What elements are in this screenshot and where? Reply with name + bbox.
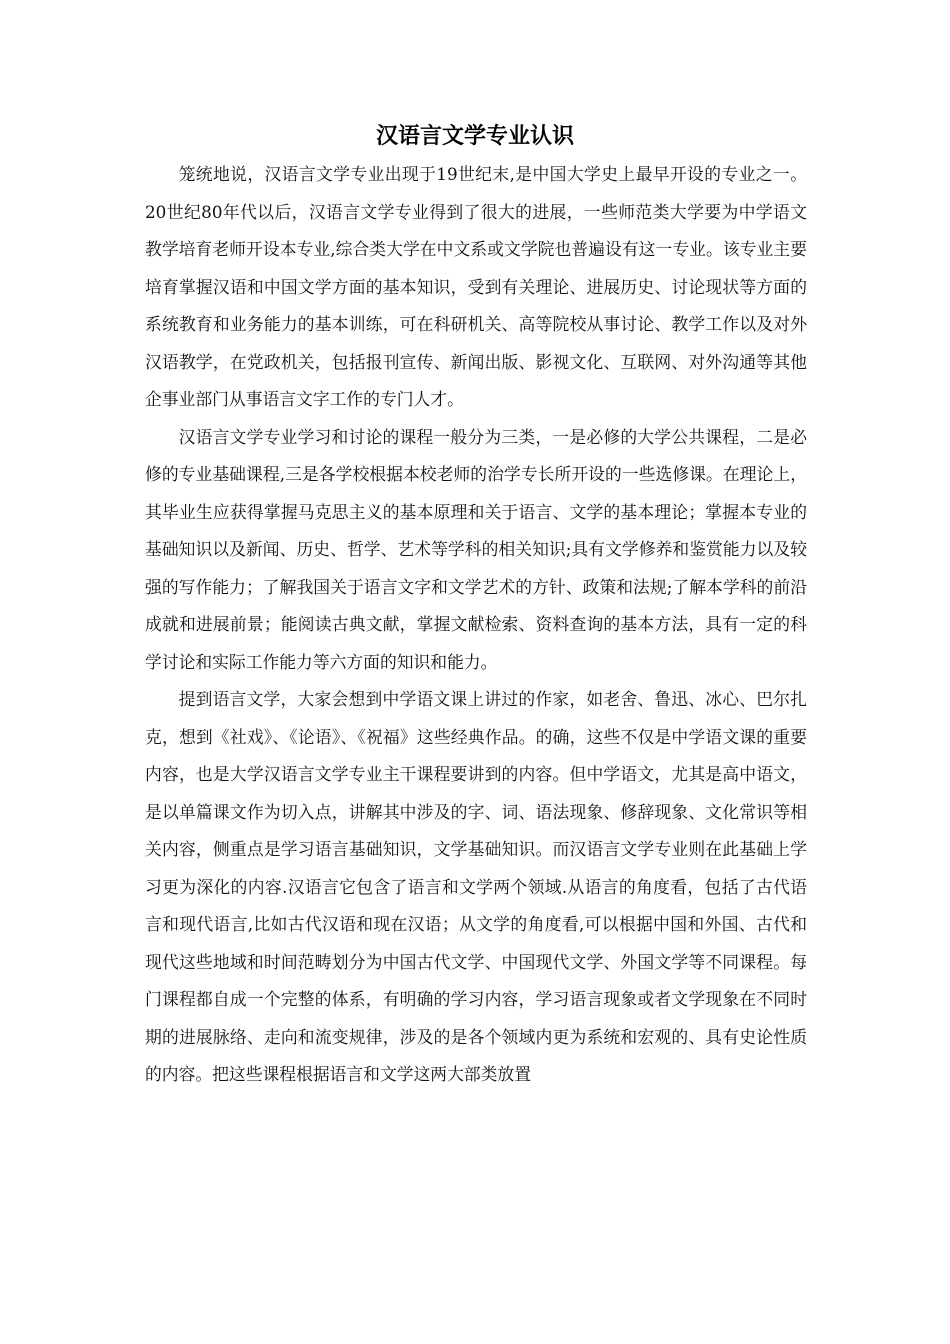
document-title: 汉语言文学专业认识: [375, 123, 574, 149]
document-body: [145, 156, 807, 1094]
paragraph-2: 汉语言文学专业学习和讨论的课程一般分为三类，一是必修的大学公共课程，二是必修的专业基础课程,三是各学校根据本校老师的治学专长所开设的一些选修课。在理论上，其毕业生应获得掌握马克思主义的基本原理和关于语言、文学的基本理论；掌握本专业的基础知识以及新闻、历史、哲学、艺术等学科的相关知识;具有文学修养和鉴赏能力以及较强的写作能力；了解我国关于语言文字和文学艺术的方针、政策和法规;了解本学科的前沿成就和进展前景；能阅读古典文献，掌握文献检索、资料查询的基本方法，具有一定的科学讨论和实际工作能力等六方面的知识和能力。: [145, 426, 807, 672]
paragraph-3: 提到语言文学，大家会想到中学语文课上讲过的作家，如老舍、鲁迅、冰心、巴尔扎克，想到《社戏》、《论语》、《祝福》这些经典作品。的确，这些不仅是中学语文课的重要内容，也是大学汉语言文学专业主干课程要讲到的内容。但中学语文，尤其是高中语文，是以单篇课文作为切入点，讲解其中涉及的字、词、语法现象、修辞现象、文化常识等相关内容，侧重点是学习语言基础知识，文学基础知识。而汉语言文学专业则在此基础上学习更为深化的内容.汉语言它包含了语言和文学两个领域.从语言的角度看，包括了古代语言和现代语言,比如古代汉语和现在汉语；从文学的角度看,可以根据中国和外国、古代和现代这些地域和时间范畴划分为中国古代文学、中国现代文学、外国文学等不同课程。每门课程都自成一个完整的体系，有明确的学习内容，学习语言现象或者文学现象在不同时期的进展脉络、走向和流变规律，涉及的是各个领域内更为系统和宏观的、具有史论性质的内容。把这些课程根据语言和文学这两大部类放置: [145, 689, 807, 1084]
paragraph-1: 笼统地说，汉语言文学专业出现于19世纪末,是中国大学史上最早开设的专业之一。20世纪80年代以后，汉语言文学专业得到了很大的进展，一些师范类大学要为中学语文教学培育老师开设本专业,综合类大学在中文系或文学院也普遍设有这一专业。该专业主要培育掌握汉语和中国文学方面的基本知识，受到有关理论、进展历史、讨论现状等方面的系统教育和业务能力的基本训练，可在科研机关、高等院校从事讨论、教学工作以及对外汉语教学，在党政机关，包括报刊宣传、新闻出版、影视文化、互联网、对外沟通等其他企事业部门从事语言文字工作的专门人才。: [145, 164, 807, 409]
